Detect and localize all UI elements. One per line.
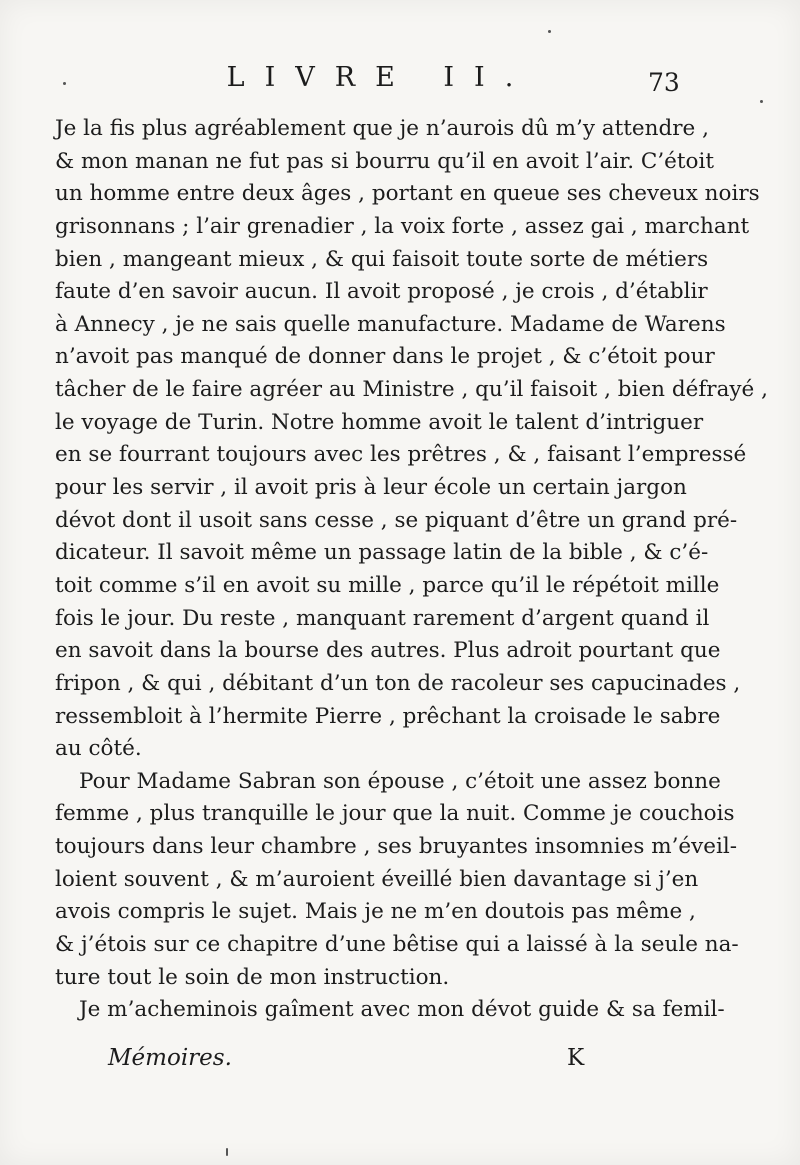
text-line: au côté. bbox=[55, 736, 142, 762]
text-line: & mon manan ne fut pas si bourru qu’il en avoit l’air. C’étoit bbox=[55, 148, 714, 174]
page-header bbox=[0, 62, 800, 102]
text-line: à Annecy , je ne sais quelle manufacture. Madame de Warens bbox=[55, 311, 726, 337]
text-line: grisonnans ; l’air grenadier , la voix forte , assez gai , marchant bbox=[55, 213, 750, 239]
text-line: femme , plus tranquille le jour que la nuit. Comme je couchois bbox=[55, 801, 735, 827]
text-line: en savoit dans la bourse des autres. Plus adroit pourtant que bbox=[55, 638, 721, 664]
ink-speck bbox=[548, 30, 551, 33]
text-line: fripon , & qui , débitant d’un ton de racoleur ses capucinades , bbox=[55, 670, 741, 696]
text-line: dévot dont il usoit sans cesse , se piquant d’être un grand pré- bbox=[55, 507, 738, 533]
text-line: fois le jour. Du reste , manquant rarement d’argent quand il bbox=[55, 605, 710, 631]
text-line: Je la fis plus agréablement que je n’aurois dû m’y attendre , bbox=[55, 116, 709, 141]
text-line: ressembloit à l’hermite Pierre , prêchant la croisade le sabre bbox=[55, 703, 721, 729]
text-line: un homme entre deux âges , portant en queue ses cheveux noirs bbox=[55, 181, 760, 207]
text-line: & j’étois sur ce chapitre d’une bêtise qui a laissé à la seule na- bbox=[55, 932, 739, 958]
running-title: LIVRE II. bbox=[226, 62, 534, 93]
signature-mark: K bbox=[567, 1045, 585, 1071]
text-line: le voyage de Turin. Notre homme avoit le talent d’intriguer bbox=[55, 409, 704, 435]
ink-speck bbox=[760, 100, 763, 103]
text-line: tâcher de le faire agréer au Ministre , qu’il faisoit , bien défrayé , bbox=[55, 377, 768, 403]
text-line: toit comme s’il en avoit su mille , parce qu’il le répétoit mille bbox=[55, 572, 720, 598]
body-text bbox=[55, 113, 768, 1027]
ink-speck bbox=[226, 1148, 228, 1156]
text-line: toujours dans leur chambre , ses bruyantes insomnies m’éveil- bbox=[55, 834, 738, 860]
page-footer bbox=[0, 1045, 800, 1085]
text-line: bien , mangeant mieux , & qui faisoit toute sorte de métiers bbox=[55, 246, 709, 272]
text-line: en se fourrant toujours avec les prêtres , & , faisant l’empressé bbox=[55, 442, 747, 468]
text-line: pour les servir , il avoit pris à leur école un certain jargon bbox=[55, 475, 687, 501]
text-line: faute d’en savoir aucun. Il avoit proposé , je crois , d’établir bbox=[55, 279, 708, 305]
text-line: Je m’acheminois gaîment avec mon dévot guide & sa femil- bbox=[79, 997, 725, 1023]
text-line: dicateur. Il savoit même un passage latin de la bible , & c’é- bbox=[55, 540, 709, 566]
ink-speck bbox=[63, 82, 66, 85]
page-number: 73 bbox=[648, 68, 680, 97]
text-line: n’avoit pas manqué de donner dans le projet , & c’étoit pour bbox=[55, 344, 715, 370]
text-line: Pour Madame Sabran son épouse , c’étoit une assez bonne bbox=[79, 768, 721, 794]
text-line: loient souvent , & m’auroient éveillé bien davantage si j’en bbox=[55, 866, 699, 892]
text-line: ture tout le soin de mon instruction. bbox=[55, 964, 450, 990]
text-line: avois compris le sujet. Mais je ne m’en doutois pas même , bbox=[55, 899, 696, 925]
signature-title: Mémoires. bbox=[108, 1045, 232, 1071]
